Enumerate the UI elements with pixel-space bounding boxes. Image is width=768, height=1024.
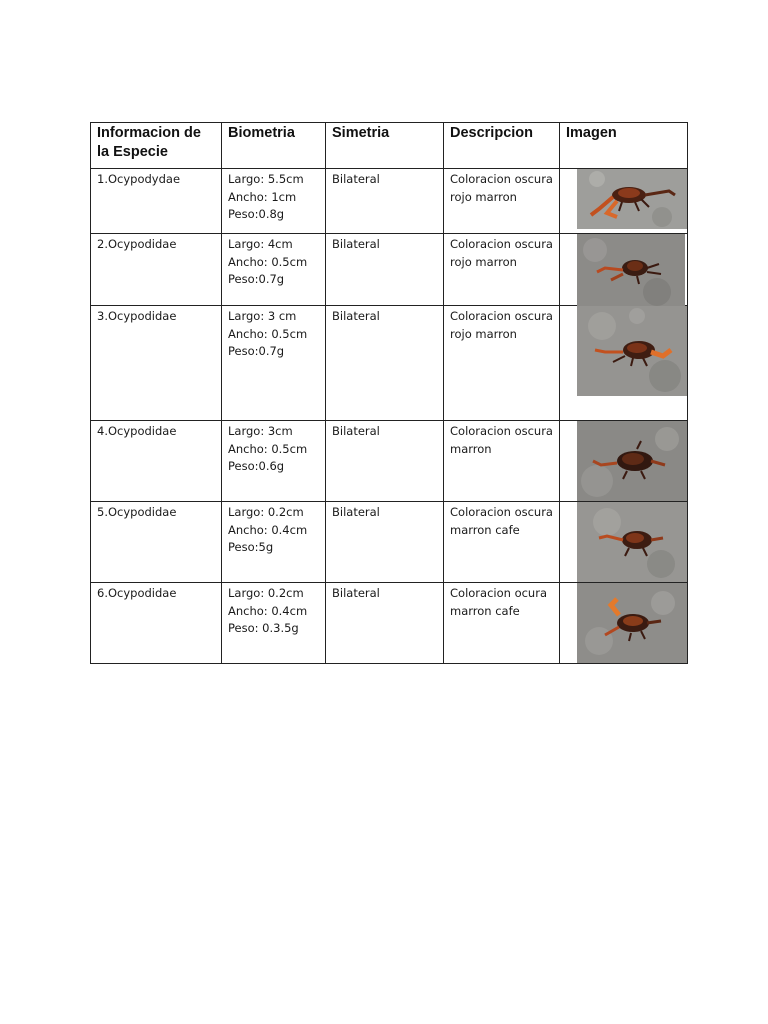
header-descripcion-label: Descripcion [450, 125, 533, 141]
peso-value: Peso:0.6g [228, 459, 285, 473]
crab-photo [577, 306, 687, 396]
header-imagen-label: Imagen [565, 125, 617, 141]
table-row [91, 234, 688, 306]
imagen-cell [559, 502, 687, 583]
descripcion-line: rojo marron [450, 326, 517, 341]
largo-value: Largo: 0.2cm [228, 586, 304, 600]
simetria-value: Bilateral [332, 309, 380, 323]
descripcion-line: Coloracion oscura [450, 424, 553, 438]
descripcion-line: Coloracion ocura [450, 586, 547, 600]
species-name: 1.Ocypodydae [97, 172, 181, 186]
header-simetria-label: Simetria [332, 125, 390, 141]
crab-photo [577, 421, 687, 501]
descripcion-line: marron [450, 441, 492, 456]
descripcion-cell [444, 583, 560, 664]
biometria-cell [222, 234, 326, 306]
biometria-cell [222, 421, 326, 502]
descripcion-cell [444, 234, 560, 306]
largo-value: Largo: 5.5cm [228, 172, 304, 186]
peso-value: Peso: 0.3.5g [228, 621, 299, 635]
species-name: 4.Ocypodidae [97, 424, 177, 438]
simetria-value: Bilateral [332, 424, 380, 438]
descripcion-line: marron cafe [450, 603, 520, 618]
species-table [90, 122, 688, 664]
descripcion-cell [444, 421, 560, 502]
header-row [91, 123, 688, 169]
species-cell [91, 306, 222, 421]
imagen-cell [559, 583, 687, 664]
descripcion-line: rojo marron [450, 254, 517, 269]
simetria-value: Bilateral [332, 172, 380, 186]
peso-value: Peso:0.7g [228, 272, 285, 286]
table-row [91, 583, 688, 664]
peso-value: Peso:5g [228, 540, 274, 554]
simetria-cell [326, 502, 444, 583]
table-row [91, 169, 688, 234]
imagen-cell [559, 234, 687, 306]
species-cell [91, 169, 222, 234]
peso-value: Peso:0.8g [228, 207, 285, 221]
descripcion-line: rojo marron [450, 189, 517, 204]
species-cell [91, 583, 222, 664]
descripcion-cell [444, 306, 560, 421]
simetria-value: Bilateral [332, 237, 380, 251]
table-row [91, 421, 688, 502]
header-species-line-1: Informacion de [97, 125, 201, 141]
crab-photo [577, 169, 687, 229]
header-species [91, 123, 222, 169]
ancho-value: Ancho: 0.5cm [228, 326, 308, 341]
imagen-cell [559, 306, 687, 421]
header-imagen [559, 123, 687, 169]
ancho-value: Ancho: 0.4cm [228, 522, 308, 537]
simetria-cell [326, 583, 444, 664]
species-name: 5.Ocypodidae [97, 505, 177, 519]
descripcion-line: Coloracion oscura [450, 505, 553, 519]
descripcion-line: Coloracion oscura [450, 172, 553, 186]
imagen-cell [559, 421, 687, 502]
simetria-value: Bilateral [332, 586, 380, 600]
descripcion-cell [444, 502, 560, 583]
peso-value: Peso:0.7g [228, 344, 285, 358]
species-name: 3.Ocypodidae [97, 309, 177, 323]
table-row [91, 502, 688, 583]
header-simetria [326, 123, 444, 169]
biometria-cell [222, 583, 326, 664]
species-name: 2.Ocypodidae [97, 237, 177, 251]
crab-photo [577, 583, 687, 663]
descripcion-line: Coloracion oscura [450, 309, 553, 323]
species-cell [91, 234, 222, 306]
descripcion-cell [444, 169, 560, 234]
header-biometria [222, 123, 326, 169]
largo-value: Largo: 4cm [228, 237, 293, 251]
biometria-cell [222, 169, 326, 234]
simetria-cell [326, 234, 444, 306]
biometria-cell [222, 306, 326, 421]
descripcion-line: Coloracion oscura [450, 237, 553, 251]
species-cell [91, 421, 222, 502]
imagen-cell [559, 169, 687, 234]
simetria-cell [326, 169, 444, 234]
header-descripcion [444, 123, 560, 169]
simetria-cell [326, 421, 444, 502]
largo-value: Largo: 0.2cm [228, 505, 304, 519]
header-biometria-label: Biometria [228, 125, 295, 141]
simetria-value: Bilateral [332, 505, 380, 519]
species-name: 6.Ocypodidae [97, 586, 177, 600]
descripcion-line: marron cafe [450, 522, 520, 537]
ancho-value: Ancho: 1cm [228, 189, 297, 204]
ancho-value: Ancho: 0.5cm [228, 254, 308, 269]
crab-photo [577, 502, 687, 582]
crab-photo [577, 234, 685, 306]
largo-value: Largo: 3cm [228, 424, 293, 438]
species-cell [91, 502, 222, 583]
simetria-cell [326, 306, 444, 421]
largo-value: Largo: 3 cm [228, 309, 297, 323]
ancho-value: Ancho: 0.5cm [228, 441, 308, 456]
table-row [91, 306, 688, 421]
ancho-value: Ancho: 0.4cm [228, 603, 308, 618]
biometria-cell [222, 502, 326, 583]
header-species-line-2: la Especie [97, 144, 168, 160]
